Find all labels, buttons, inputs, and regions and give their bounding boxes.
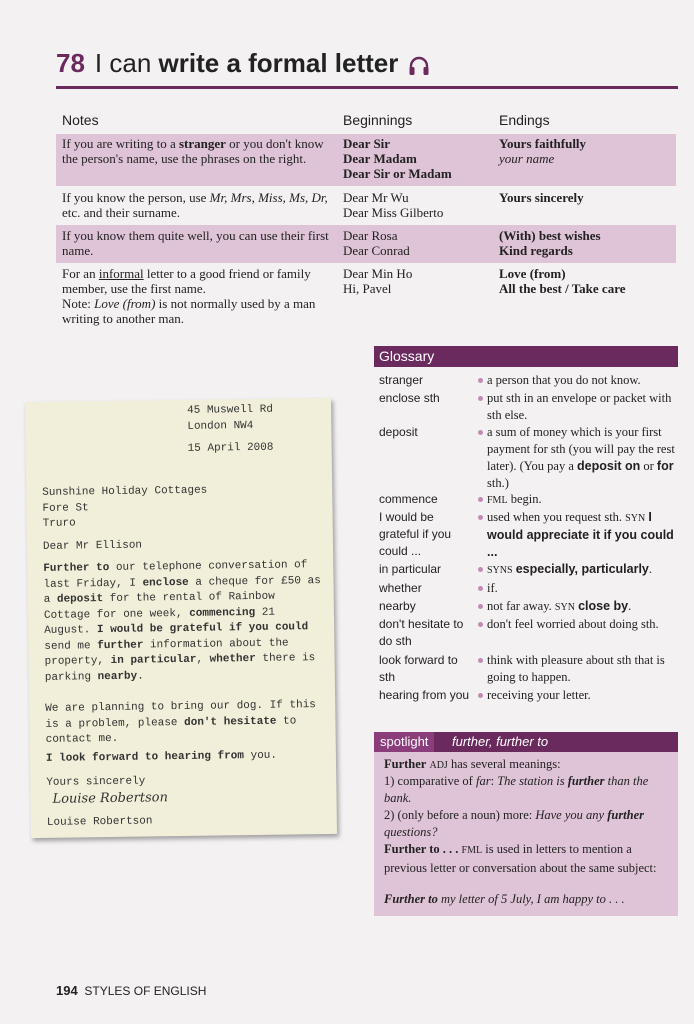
letter-paragraph: We are planning to bring our dog. If this is a problem, please don't hesitate to contact me. [45, 699, 316, 746]
glossary-term: commence [379, 492, 438, 506]
bullet-icon [478, 515, 483, 520]
glossary-term: look forward to sth [379, 653, 458, 684]
glossary-def: put sth in an envelope or packet with sth else. [487, 391, 672, 422]
sample-letter [25, 398, 337, 838]
bullet-icon [478, 693, 483, 698]
bullet-icon [478, 586, 483, 591]
glossary-def: a person that you do not know. [487, 373, 641, 387]
spotlight-text: 2) (only before a noun) more: Have you any further questions? [384, 808, 645, 839]
glossary-term: hearing from you [379, 688, 470, 702]
unit-title [95, 48, 398, 78]
row-endings: Yours faithfully your name [499, 136, 587, 166]
table-row [56, 225, 676, 263]
table-row [56, 263, 676, 333]
bullet-icon [478, 396, 483, 401]
glossary-title: Glossary [379, 348, 435, 364]
page-number: 194 [56, 983, 78, 998]
notes-table [56, 108, 676, 333]
glossary-term: deposit [379, 425, 418, 439]
row-beginnings: Dear Rosa Dear Conrad [343, 228, 410, 258]
address-line: Fore St [42, 501, 89, 515]
title-bold: write a formal letter [158, 48, 399, 78]
glossary-def: not far away. SYN close by. [487, 599, 632, 613]
glossary-def: if. [487, 581, 498, 595]
glossary-term: whether [379, 581, 422, 595]
glossary-header [374, 346, 678, 367]
glossary-term: don't hesitate to do sth [379, 617, 464, 648]
row-notes: If you are writing to a stranger or you don't know the person's name, use the phrases on the right. [62, 136, 324, 166]
row-beginnings: Dear Min Ho Hi, Pavel [343, 266, 413, 296]
salutation: Dear Mr Ellison [42, 539, 143, 553]
row-notes: For an informal letter to a good friend or family member, use the first name. Note: Love (from) is not normally used by a man writing to another man. [62, 266, 316, 326]
page-footer [56, 983, 206, 998]
closing: Yours sincerely [46, 775, 146, 789]
row-beginnings: Dear Mr Wu Dear Miss Gilberto [343, 190, 444, 220]
glossary-term: nearby [379, 599, 416, 613]
bullet-icon [478, 497, 483, 502]
glossary-def: receiving your letter. [487, 688, 591, 702]
letter-paragraph: Further to our telephone conversation of last Friday, I enclose a cheque for £50 as a deposit for the rental of Rainbow Cottage for one week, commencing 21 August. I would be grateful if you could send me further information about the property, in particular, whether there is parking nearby. [43, 559, 321, 684]
row-notes: If you know them quite well, you can use their first name. [62, 228, 329, 258]
address-line: Sunshine Holiday Cottages [42, 484, 208, 499]
headphones-icon [408, 56, 430, 81]
bullet-icon [478, 430, 483, 435]
bullet-icon [478, 658, 483, 663]
spotlight-label: spotlight [374, 732, 434, 752]
glossary-def: a sum of money which is your first payment for sth (you will pay the rest later). (You pay a deposit on or for sth.) [487, 425, 675, 490]
row-notes: If you know the person, use Mr, Mrs, Miss, Ms, Dr, etc. and their surname. [62, 190, 328, 220]
glossary-def: think with pleasure about sth that is going to happen. [487, 653, 665, 684]
glossary-def: don't feel worried about doing sth. [487, 617, 659, 631]
spotlight-text: 1) comparative of far: The station is further than the bank. [384, 774, 649, 805]
bullet-icon [478, 567, 483, 572]
unit-number: 78 [56, 48, 85, 78]
bullet-icon [478, 378, 483, 383]
letter-paragraph: I look forward to hearing from you. [45, 749, 278, 765]
glossary-term: enclose sth [379, 391, 440, 405]
address-line: London NW4 [187, 419, 254, 433]
col-endings: Endings [499, 112, 550, 128]
glossary-term: stranger [379, 373, 424, 387]
table-row [56, 186, 676, 225]
col-notes: Notes [62, 112, 99, 128]
handwritten-signature: Louise Robertson [52, 790, 169, 807]
spotlight-text: Further ADJ has several meanings: [384, 757, 561, 771]
row-endings: Yours sincerely [499, 190, 584, 205]
spotlight-words: further, further to [452, 734, 549, 749]
glossary-def: FML begin. [487, 492, 542, 506]
sender-address [187, 403, 273, 435]
table-row [56, 134, 676, 186]
recipient-address [42, 484, 208, 533]
unit-header [56, 48, 680, 88]
address-line: 45 Muswell Rd [187, 403, 274, 417]
bullet-icon [478, 604, 483, 609]
glossary-term: in particular [379, 562, 442, 576]
section-name: STYLES OF ENGLISH [84, 984, 207, 998]
header-rule [56, 86, 678, 89]
bullet-icon [478, 622, 483, 627]
col-beginnings: Beginnings [343, 112, 413, 128]
table-header [56, 108, 676, 134]
address-line: Truro [42, 517, 76, 530]
spotlight-text: Further to my letter of 5 July, I am happy to . . . [384, 892, 625, 906]
letter-date: 15 April 2008 [187, 441, 274, 455]
row-beginnings: Dear Sir Dear Madam Dear Sir or Madam [343, 136, 452, 181]
glossary-term: I would be grateful if you could ... [379, 510, 452, 558]
row-endings: Love (from) All the best / Take care [499, 266, 626, 296]
spotlight-text: Further to . . . FML is used in letters to mention a previous letter or conversation about the same subject: [384, 842, 657, 875]
glossary-def: used when you request sth. SYN I would appreciate it if you could ... [487, 510, 674, 559]
row-endings: (With) best wishes Kind regards [499, 228, 601, 258]
printed-name: Louise Robertson [46, 815, 153, 829]
glossary-def: SYNS especially, particularly. [487, 562, 653, 576]
title-pre: I can [94, 48, 152, 78]
